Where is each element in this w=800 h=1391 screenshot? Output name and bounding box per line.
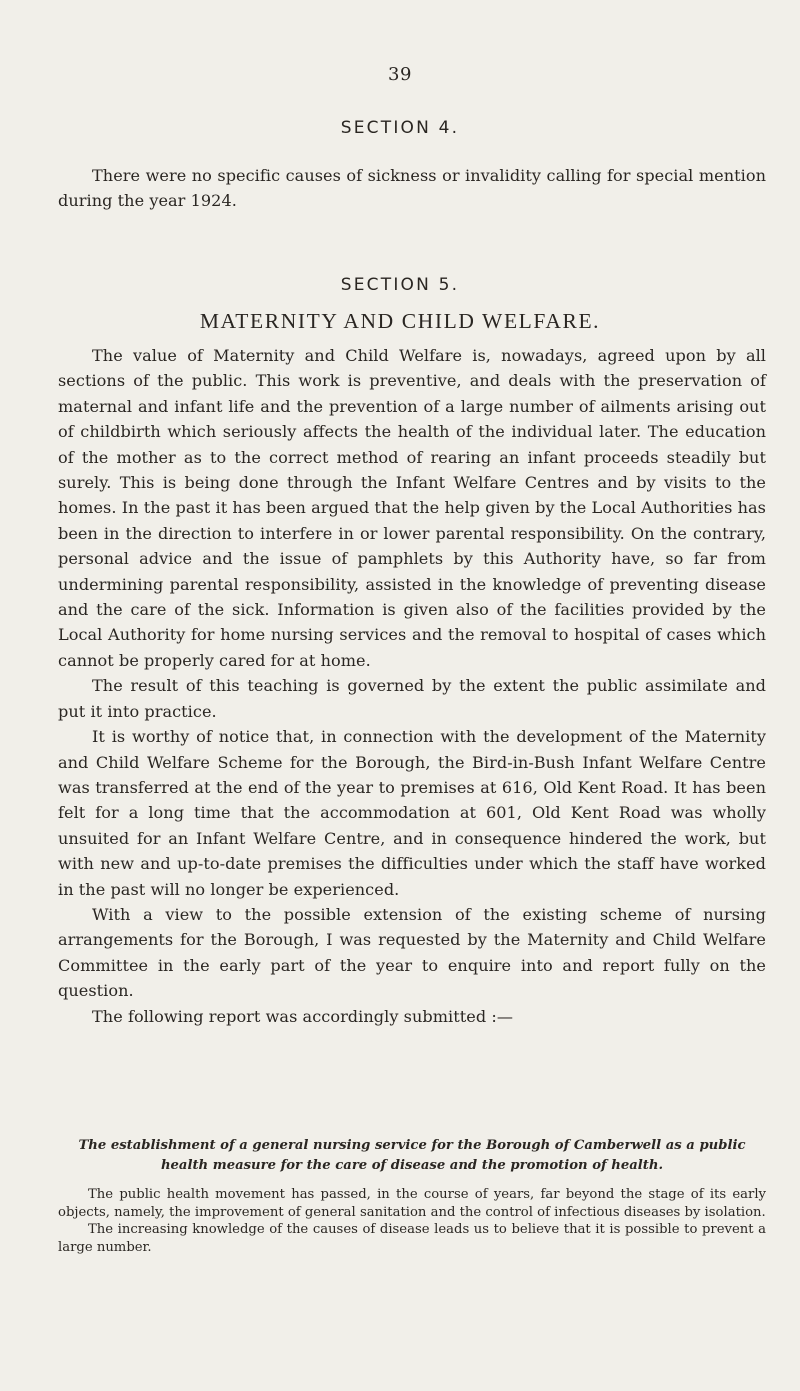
report-title: The establishment of a general nursing service for the Borough of Camberwell as a public health measure for the care of disease and the promotion of health. (78, 1138, 746, 1173)
report-body (58, 1186, 766, 1256)
report-paragraph: The public health movement has passed, in the course of years, far beyond the stage of its early objects, namely, the improvement of general sanitation and the control of infectious diseases by isolation. (58, 1187, 766, 1220)
paragraph: The following report was accordingly submitted :— (92, 1006, 513, 1026)
report-paragraph: The increasing knowledge of the causes of disease leads us to believe that it is possible to prevent a large number. (58, 1222, 766, 1255)
paragraph: The value of Maternity and Child Welfare is, nowadays, agreed upon by all sections of the public. This work is preventive, and deals with the preservation of maternal and infant life and the prevention of a large number of ailments arising out of childbirth which seriously affects the health of the individual later. The education of the mother as to the correct method of rearing an infant proceeds steadily but surely. This is being done through the Infant Welfare Centres and by visits to the homes. In the past it has been argued that the help given by the Local Authorities has been in the direction to interfere in or lower parental responsibility. On the contrary, personal advice and the issue of pamphlets by this Authority have, so far from undermining parental responsibility, assisted in the knowledge of preventing disease and the care of the sick. Information is given also of the facilities provided by the Local Authority for home nursing services and the removal to hospital of cases which cannot be properly cared for at home. (58, 346, 766, 670)
page-number: 39 (388, 64, 412, 85)
section-4-paragraph: There were no specific causes of sickness or invalidity calling for special mention during the year 1924. (58, 166, 766, 211)
section-4-body (58, 163, 766, 214)
section-5-body (58, 343, 766, 1029)
paragraph: The result of this teaching is governed by the extent the public assimilate and put it into practice. (58, 676, 766, 721)
paragraph: It is worthy of notice that, in connection with the development of the Maternity and Child Welfare Scheme for the Borough, the Bird-in-Bush Infant Welfare Centre was transferred at the end of the year to premises at 616, Old Kent Road. It has been felt for a long time that the accommodation at 601, Old Kent Road was wholly unsuited for an Infant Welfare Centre, and in consequence hindered the work, but with new and up-to-date premises the difficulties under which the staff have worked in the past will no longer be experienced. (58, 727, 766, 899)
section-5-subheading: MATERNITY AND CHILD WELFARE. (199, 309, 601, 333)
section-4-heading: SECTION 4. (340, 118, 460, 138)
section-5-heading: SECTION 5. (340, 275, 460, 295)
paragraph: With a view to the possible extension of the existing scheme of nursing arrangements for the Borough, I was requested by the Maternity and Child Welfare Committee in the early part of the year to enquire into and report fully on the question. (58, 904, 766, 1001)
